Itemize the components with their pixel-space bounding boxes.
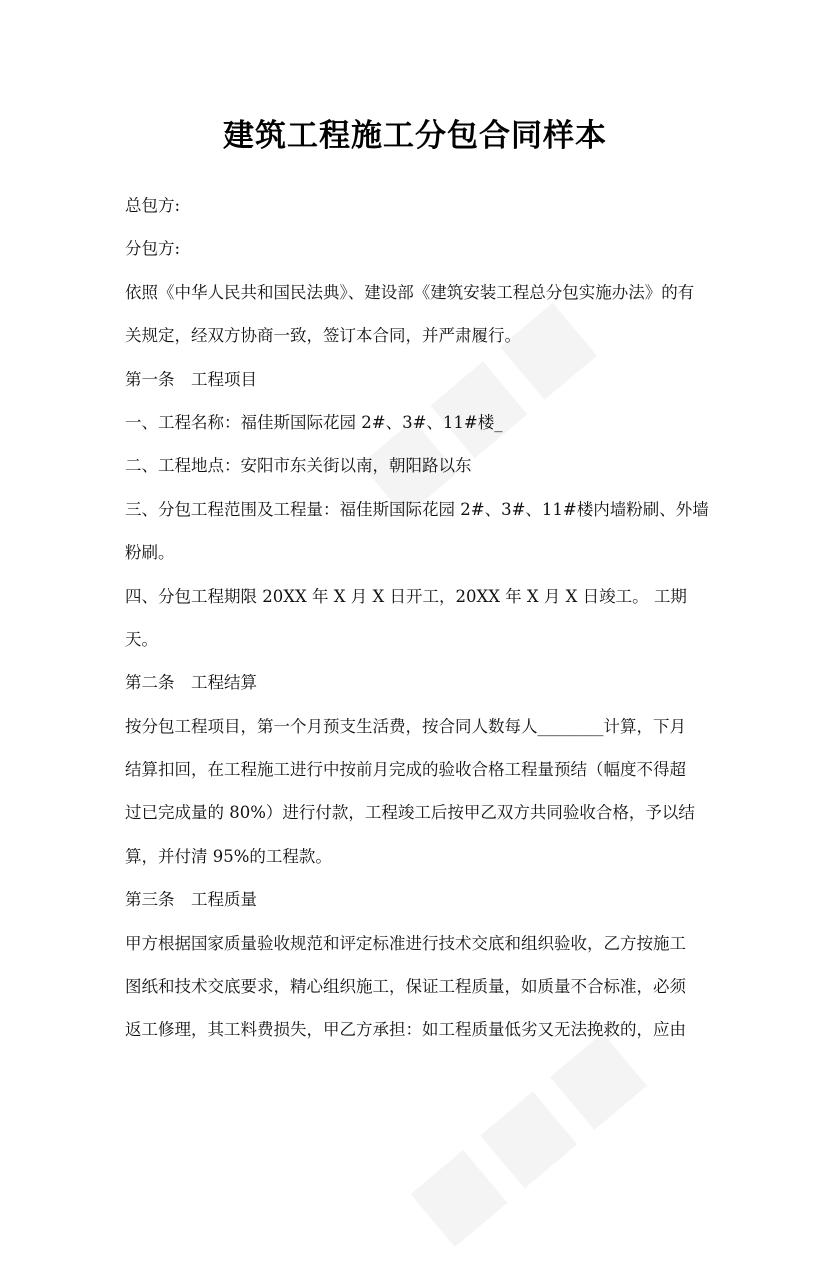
- paragraph-line: 三、分包工程范围及工程量：福佳斯国际花园 2#、3#、11#楼内墙粉刷、外墙: [125, 499, 709, 519]
- line-subcontractor: 分包方:: [125, 239, 181, 259]
- paragraph-line: 算，并付清 95%的工程款。: [125, 846, 332, 866]
- paragraph-line: 返工修理，其工料费损失，甲乙方承担：如工程质量低劣又无法挽救的，应由: [125, 1020, 686, 1040]
- paragraph-line: 依照《中华人民共和国民法典》、建设部《建筑安装工程总分包实施办法》的有: [125, 282, 695, 302]
- paragraph-line: 图纸和技术交底要求，精心组织施工，保证工程质量，如质量不合标准，必须: [125, 977, 686, 997]
- paragraph-line: 按分包工程项目，第一个月预支生活费，按合同人数每人________计算，下月: [125, 716, 686, 736]
- paragraph-line: 过已完成量的 80%）进行付款，工程竣工后按甲乙双方共同验收合格，予以结: [125, 803, 695, 823]
- article-heading: 第三条 工程质量: [125, 890, 257, 910]
- paragraph-line: 一、工程名称：福佳斯国际花园 2#、3#、11#楼_: [125, 412, 503, 432]
- document-body: [125, 190, 715, 1058]
- document-title: 建筑工程施工分包合同样本: [223, 118, 607, 154]
- paragraph-line: 关规定，经双方协商一致，签订本合同，并严肃履行。: [125, 326, 521, 346]
- article-heading: 第二条 工程结算: [125, 673, 257, 693]
- paragraph-line: 结算扣回，在工程施工进行中按前月完成的验收合格工程量预结（幅度不得超: [125, 760, 686, 780]
- paragraph-line: 甲方根据国家质量验收规范和评定标准进行技术交底和组织验收，乙方按施工: [125, 933, 686, 953]
- paragraph-line: 四、分包工程期限 20XX 年 X 月 X 日开工，20XX 年 X 月 X 日竣工。 工期: [125, 586, 687, 606]
- article-heading: 第一条 工程项目: [125, 369, 257, 389]
- paragraph-line: 粉刷。: [125, 543, 175, 563]
- paragraph-line: 天。: [125, 629, 158, 649]
- line-general-contractor: 总包方:: [125, 196, 181, 215]
- paragraph-line: 二、工程地点：安阳市东关街以南，朝阳路以东: [125, 456, 472, 476]
